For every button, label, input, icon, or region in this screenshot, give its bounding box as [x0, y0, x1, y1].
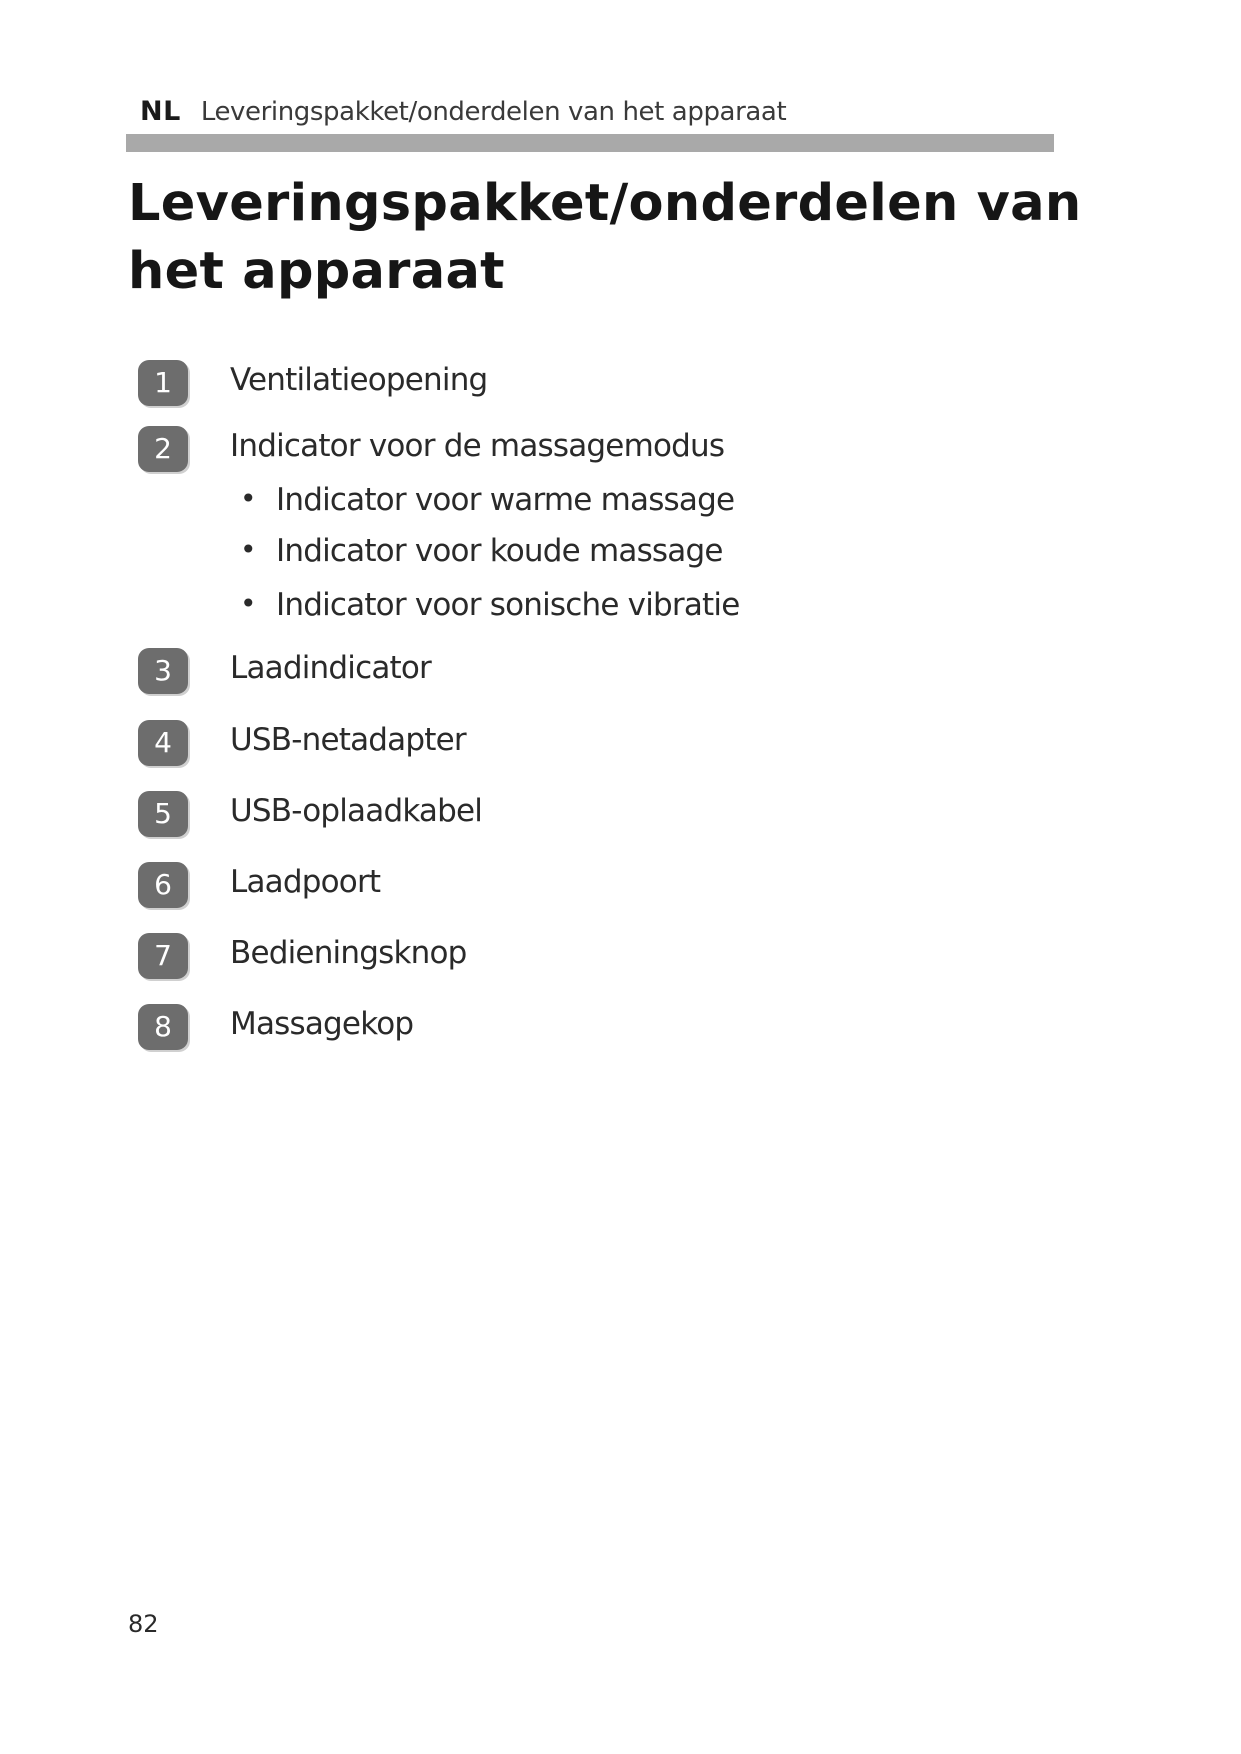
page-number: 82 [128, 1610, 159, 1638]
sub-item-label: Indicator voor warme massage [276, 482, 735, 518]
bullet: • [240, 587, 257, 620]
part-label: Massagekop [230, 1006, 414, 1042]
part-item-7 [138, 933, 1038, 983]
part-label: USB-oplaadkabel [230, 793, 483, 829]
bullet: • [240, 482, 257, 515]
part-item-3 [138, 648, 1038, 698]
page-title: Leveringspakket/onderdelen van het apparaat [128, 174, 1082, 301]
part-item-2 [138, 426, 1038, 623]
part-number-badge: 3 [138, 648, 188, 694]
part-number-badge: 5 [138, 791, 188, 837]
part-label: Laadpoort [230, 864, 381, 900]
part-number-badge: 1 [138, 360, 188, 406]
bullet: • [240, 533, 257, 566]
part-item-8 [138, 1004, 1038, 1054]
sub-item-label: Indicator voor sonische vibratie [276, 587, 740, 623]
part-number-badge: 7 [138, 933, 188, 979]
part-item-6 [138, 862, 1038, 912]
language-code: NL [140, 96, 181, 127]
part-label: USB-netadapter [230, 722, 466, 758]
sub-item-label: Indicator voor koude massage [276, 533, 723, 569]
part-item-1 [138, 360, 1038, 410]
part-item-4 [138, 720, 1038, 770]
part-label: Ventilatieopening [230, 362, 488, 398]
part-number-badge: 6 [138, 862, 188, 908]
part-number-badge: 8 [138, 1004, 188, 1050]
part-number-badge: 2 [138, 426, 188, 472]
part-number-badge: 4 [138, 720, 188, 766]
part-label: Bedieningsknop [230, 935, 467, 971]
part-label: Laadindicator [230, 650, 431, 686]
running-header-title: Leveringspakket/onderdelen van het apparaat [200, 97, 787, 127]
part-item-5 [138, 791, 1038, 841]
part-label: Indicator voor de massagemodus [230, 428, 725, 464]
